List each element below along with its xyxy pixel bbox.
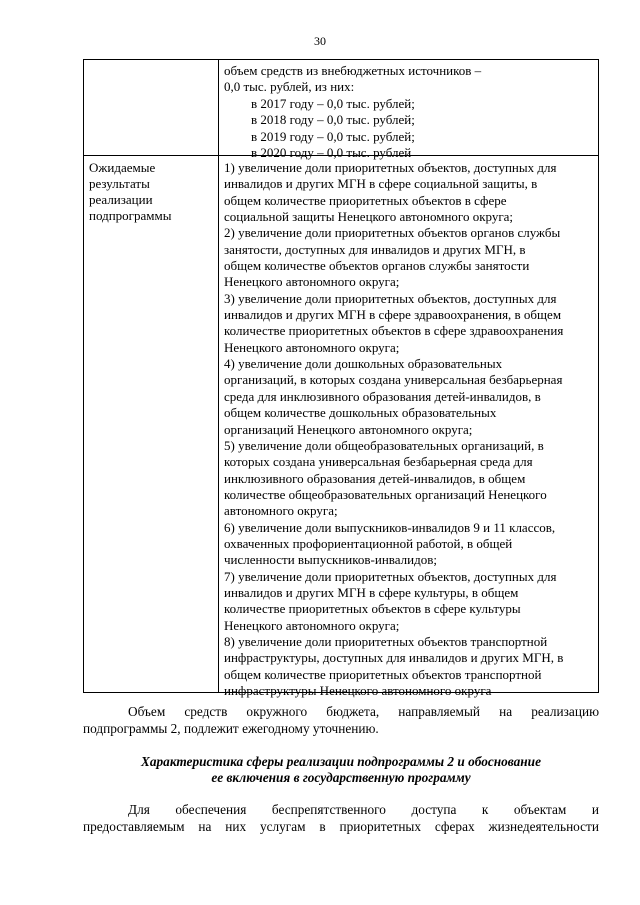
results-line: 5) увеличение доли общеобразовательных организаций, в: [224, 437, 544, 453]
results-line: 8) увеличение доли приоритетных объектов транспортной: [224, 633, 548, 649]
results-line: количестве приоритетных объектов в сфере здравоохранения: [224, 323, 564, 339]
paragraph-line: Объем средств окружного бюджета, направляемый на реализацию: [128, 704, 599, 719]
budget-paragraph: [83, 704, 599, 737]
page-number: 30: [314, 34, 326, 48]
results-line: занятости, доступных для инвалидов и других МГН, в: [224, 241, 526, 257]
budget-cell: [224, 63, 594, 161]
budget-year-line: в 2017 году – 0,0 тыс. рублей;: [251, 95, 415, 111]
results-line: инвалидов и других МГН в сфере здравоохранения, в общем: [224, 307, 562, 323]
budget-line: 0,0 тыс. рублей, из них:: [224, 79, 355, 95]
results-line: 1) увеличение доли приоритетных объектов, доступных для: [224, 160, 557, 175]
paragraph-line: предоставляемым на них услугам в приоритетных сферах жизнедеятельности: [83, 818, 599, 834]
body-paragraph: [83, 802, 599, 835]
results-line: общем количестве приоритетных объектов в сфере: [224, 192, 507, 208]
results-line: 3) увеличение доли приоритетных объектов, доступных для: [224, 290, 557, 306]
budget-year-line: в 2020 году – 0,0 тыс. рублей: [251, 145, 412, 161]
results-line: инвалидов и других МГН в сфере социальной защиты, в: [224, 176, 538, 192]
results-line: общем количестве дошкольных образовательных: [224, 405, 497, 421]
heading-line: ее включения в государственную программу: [211, 770, 471, 785]
label-line: Ожидаемые: [89, 160, 156, 175]
results-line: организаций, в которых создана универсальная безбарьерная: [224, 372, 563, 388]
expected-results-label-cell: [89, 160, 214, 224]
budget-line: объем средств из внебюджетных источников –: [224, 63, 482, 78]
results-line: Ненецкого автономного округа;: [224, 339, 400, 355]
heading-line: Характеристика сферы реализации подпрограммы 2 и обоснование: [141, 754, 541, 769]
budget-year-line: в 2019 году – 0,0 тыс. рублей;: [251, 128, 415, 144]
results-line: инфраструктуры Ненецкого автономного округа: [224, 683, 492, 698]
paragraph-line: Для обеспечения беспрепятственного доступа к объектам и: [128, 802, 599, 817]
results-line: общем количестве приоритетных объектов транспортной: [224, 666, 542, 682]
results-line: охваченных профориентационной работой, в общей: [224, 535, 513, 551]
results-line: численности выпускников-инвалидов;: [224, 552, 437, 568]
expected-results-cell: [224, 160, 594, 699]
results-line: общем количестве объектов органов службы занятости: [224, 258, 530, 274]
label-line: результаты: [89, 176, 150, 191]
results-line: которых создана универсальная безбарьерная среда для: [224, 454, 533, 470]
results-line: среда для инклюзивного образования детей-инвалидов, в: [224, 388, 541, 404]
results-line: Ненецкого автономного округа;: [224, 274, 400, 290]
subprogram-passport-table: [83, 59, 599, 698]
results-line: социальной защиты Ненецкого автономного округа;: [224, 209, 514, 225]
label-line: реализации: [89, 192, 153, 207]
results-line: автономного округа;: [224, 503, 338, 519]
results-line: количестве приоритетных объектов в сфере культуры: [224, 601, 521, 617]
results-line: инклюзивного образования детей-инвалидов, в общем: [224, 470, 526, 486]
budget-year-line: в 2018 году – 0,0 тыс. рублей;: [251, 112, 415, 128]
results-line: Ненецкого автономного округа;: [224, 617, 400, 633]
results-line: 7) увеличение доли приоритетных объектов, доступных для: [224, 568, 557, 584]
results-line: организаций Ненецкого автономного округа;: [224, 421, 473, 437]
results-line: 2) увеличение доли приоритетных объектов органов службы: [224, 225, 561, 241]
results-line: инфраструктуры, доступных для инвалидов и других МГН, в: [224, 650, 564, 666]
results-line: 6) увеличение доли выпускников-инвалидов 9 и 11 классов,: [224, 519, 556, 535]
paragraph-line: подпрограммы 2, подлежит ежегодному уточнению.: [83, 720, 379, 736]
results-line: инвалидов и других МГН в сфере культуры, в общем: [224, 584, 519, 600]
label-line: подпрограммы: [89, 208, 172, 223]
results-line: 4) увеличение доли дошкольных образовательных: [224, 356, 503, 372]
results-line: количестве общеобразовательных организаций Ненецкого: [224, 486, 547, 502]
section-heading: [83, 754, 599, 786]
